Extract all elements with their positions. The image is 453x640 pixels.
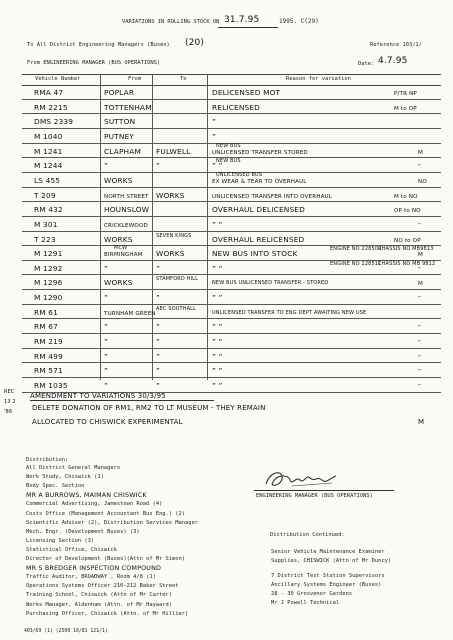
distribution-item: Purchasing Officer, Chiswick (Attn. of Mr Hillier) xyxy=(26,610,189,617)
margin-note-1: REC xyxy=(4,389,15,395)
row-reason: ” ” xyxy=(212,322,223,332)
row-to: ” xyxy=(156,161,160,171)
row-reason-note: NEW BUS xyxy=(216,157,241,164)
row-status-code: ” xyxy=(418,296,422,303)
col-to: To xyxy=(180,76,187,82)
row-to: FULWELL xyxy=(156,146,191,156)
row-vehicle-number: RM 1035 xyxy=(34,381,68,390)
distribution-item: Director of Development (Buses)(Attn of Mr Simon) xyxy=(26,556,186,562)
row-vehicle-number: RM 67 xyxy=(34,322,59,332)
distribution-item: MR A BURROWS, MAIMAN CHISWICK xyxy=(26,491,147,500)
row-reason: ” xyxy=(212,131,216,141)
row-reason: UNLICENSED TRANSFER TO ENG DEPT AWAITING NEW USE xyxy=(212,309,367,316)
row-reason-note: UNLICENSED BUS xyxy=(216,172,263,179)
row-divider xyxy=(22,289,441,290)
row-vehicle-number: M 301 xyxy=(34,219,58,229)
row-reason: ” ” xyxy=(212,219,223,229)
row-reason: ” ” xyxy=(212,293,223,303)
row-reason: ” ” xyxy=(212,263,223,273)
row-from-note: MCW xyxy=(114,245,128,252)
to-line: To All District Engineering Managers (Buses) xyxy=(27,42,170,48)
row-from: HOUNSLOW xyxy=(104,205,150,215)
distribution-continued-item: 28 - 30 Grosvenor Gardens xyxy=(271,591,353,597)
margin-note-3: '86 xyxy=(4,409,13,415)
row-reason: ” ” xyxy=(212,351,223,361)
footer-code: 403/69 (1) (2500 10/81 121/1) xyxy=(24,629,108,634)
date-value: 4.7.95 xyxy=(378,56,408,66)
row-status-code: M xyxy=(418,149,423,156)
row-status-code: M xyxy=(418,281,423,288)
row-vehicle-number: RM 2215 xyxy=(34,102,68,112)
row-status-code: M to OP xyxy=(394,105,417,112)
distribution-item: Training School, Chiswick (Attn of Mr Carter) xyxy=(26,592,173,599)
distribution-continued-item: 7 District Test Station Supervisors xyxy=(271,573,385,579)
row-status-code: ” xyxy=(418,266,422,273)
row-status-code: ” xyxy=(418,354,422,361)
row-to: STAMFORD HILL xyxy=(156,276,199,283)
col-divider-1 xyxy=(100,74,101,380)
row-vehicle-number: M 1241 xyxy=(34,146,63,156)
row-to: ” xyxy=(156,293,160,303)
row-divider xyxy=(22,99,441,100)
title-date-underline xyxy=(218,27,278,28)
row-to: ” xyxy=(156,366,160,376)
row-status-code: ” xyxy=(418,325,422,332)
row-to: SEVEN KINGS xyxy=(156,232,192,239)
distribution-item: Statistical Office, Chiswick xyxy=(26,546,117,553)
col-from: From xyxy=(128,76,141,82)
row-chassis-number: CHASSIS NO MB9813 xyxy=(378,246,434,253)
title-prefix: VARIATIONS IN ROLLING STOCK ON xyxy=(122,19,220,25)
reference: Reference 103/1/ xyxy=(370,42,422,48)
distribution-item: Licensing Section (3) xyxy=(26,537,95,544)
row-from: NORTH STREET xyxy=(104,193,149,200)
title-date: 31.7.95 xyxy=(224,15,260,25)
row-reason: ” xyxy=(212,117,216,127)
to-number: (20) xyxy=(185,38,205,48)
row-status-code: M to NO xyxy=(394,193,418,200)
row-to: ” xyxy=(156,322,160,332)
row-vehicle-number: T 223 xyxy=(34,234,56,244)
row-vehicle-number: T 209 xyxy=(34,190,56,200)
row-chassis-number: CHASSIS NO MB 9812 xyxy=(378,260,436,267)
row-vehicle-number: RM 571 xyxy=(34,366,63,376)
distribution-continued-heading: Distribution Continued: xyxy=(270,532,345,538)
row-from: WORKS xyxy=(104,234,133,244)
row-vehicle-number: RM 499 xyxy=(34,351,63,361)
row-from: PUTNEY xyxy=(104,131,134,141)
signature-line xyxy=(254,490,394,491)
row-from: TURNHAM GREEN xyxy=(104,310,156,317)
distribution-continued-item: Ancillary Systems Engineer (Buses) xyxy=(271,582,382,588)
row-divider xyxy=(22,362,441,363)
row-status-code: ” xyxy=(418,222,422,229)
col-vehicle-number: Vehicle Number xyxy=(35,76,81,82)
row-to: WORKS xyxy=(156,190,185,200)
row-engine-number: ENGINE NO 228511 xyxy=(330,260,382,267)
distribution-item: Costs Office (Management Accountant Bus Eng.) (2) xyxy=(26,510,186,517)
row-from: ” xyxy=(104,351,108,361)
row-vehicle-number: LS 455 xyxy=(34,175,61,185)
row-to: AEC SOUTHALL xyxy=(156,305,197,312)
distribution-item: Body Spec. Section xyxy=(26,483,85,490)
row-divider xyxy=(22,113,441,114)
col-divider-3 xyxy=(207,74,208,380)
distribution-item: MR S BREDGER INSPECTION COMPOUND xyxy=(26,564,162,573)
row-divider xyxy=(22,274,441,275)
row-reason: ” ” xyxy=(212,366,223,376)
row-divider xyxy=(22,231,441,232)
row-status-code: ” xyxy=(418,164,422,171)
table-header-box xyxy=(22,74,441,86)
distribution-item: Mech. Engr. (Development Buses) (3) xyxy=(26,528,140,535)
row-status-code: NO to OP xyxy=(394,237,421,244)
row-reason: OVERHAUL RELICENSED xyxy=(212,234,305,244)
col-reason: Reason for variation xyxy=(286,76,351,82)
row-reason: ” ” xyxy=(212,381,223,390)
row-reason: DELICENSED MOT xyxy=(212,88,281,97)
row-vehicle-number: RMA 47 xyxy=(34,88,64,97)
row-from: ” xyxy=(104,366,108,376)
row-vehicle-number: M 1291 xyxy=(34,249,63,259)
row-vehicle-number: RM 432 xyxy=(34,205,63,215)
row-from: SUTTON xyxy=(104,117,136,127)
row-vehicle-number: RM 61 xyxy=(34,307,59,317)
row-divider xyxy=(22,377,441,378)
distribution-item: Operations Systems Officer 210-212 Baker Street xyxy=(26,583,179,590)
row-divider xyxy=(22,304,441,305)
row-reason: UNLICENSED TRANSFER INTO OVERHAUL xyxy=(212,193,333,200)
row-vehicle-number: M 1040 xyxy=(34,131,63,141)
amendment-line-2: DELETE DONATION OF RM1, RM2 TO LT MUSEUM - THEY REMAIN xyxy=(32,404,266,412)
row-vehicle-number: DMS 2339 xyxy=(34,117,74,127)
row-to: ” xyxy=(156,263,160,273)
row-reason: EX WEAR & TEAR TO OVERHAUL xyxy=(212,178,307,185)
row-reason-note: NEW BUS xyxy=(216,143,241,150)
distribution-heading: Distribution: xyxy=(26,457,69,463)
row-from: POPLAR xyxy=(104,88,135,97)
row-from: ” xyxy=(104,337,108,347)
row-engine-number: ENGINE NO 228509 xyxy=(330,246,382,253)
col-divider-2 xyxy=(152,74,153,380)
row-reason: NEW BUS UNLICENSED TRANSFER - STORED xyxy=(212,280,329,287)
distribution-continued-item: Mr J Powell Technical xyxy=(271,600,340,606)
row-to: ” xyxy=(156,351,160,361)
row-to: WORKS xyxy=(156,249,185,259)
date-label: Date: xyxy=(358,61,375,67)
row-status-code: ” xyxy=(418,384,422,390)
row-to: ” xyxy=(156,381,160,390)
row-from: ” xyxy=(104,161,108,171)
row-divider xyxy=(22,348,441,349)
row-status-code: NO xyxy=(418,178,427,185)
row-reason: OVERHAUL DELICENSED xyxy=(212,205,305,215)
row-reason: RELICENSED xyxy=(212,102,261,112)
amendment-line-3: ALLOCATED TO CHISWICK EXPERIMENTAL xyxy=(32,418,183,426)
row-status-code: M xyxy=(418,252,423,259)
row-divider xyxy=(22,333,441,334)
row-vehicle-number: RM 219 xyxy=(34,337,63,347)
row-vehicle-number: M 1292 xyxy=(34,263,63,273)
signature-title: ENGINEERING MANAGER (BUS OPERATIONS) xyxy=(256,493,373,499)
row-from: BIRMINGHAM xyxy=(104,252,143,259)
row-reason: UNLICENSED TRANSFER STORED xyxy=(212,149,308,156)
row-divider xyxy=(22,128,441,129)
row-from: CLAPHAM xyxy=(104,146,142,156)
row-status-code: ” xyxy=(418,369,422,376)
row-divider xyxy=(22,187,441,188)
row-status-code: P/TR NP xyxy=(394,91,417,97)
row-from: CRICKLEWOOD xyxy=(104,222,148,229)
row-reason: NEW BUS INTO STOCK xyxy=(212,249,298,259)
amendment-line-1: AMENDMENT TO VARIATIONS 30/3/95 xyxy=(30,392,166,400)
row-divider xyxy=(22,201,441,202)
row-status-code: OP to NO xyxy=(394,208,421,215)
amendment-underline xyxy=(30,400,214,401)
title-year: 1995. C(29) xyxy=(279,18,319,25)
row-from: ” xyxy=(104,322,108,332)
row-vehicle-number: M 1296 xyxy=(34,278,63,288)
row-to: ” xyxy=(156,337,160,347)
distribution-item: All District General Managers xyxy=(26,465,121,471)
distribution-item: Commercial Advertising, Jamestown Road (4) xyxy=(26,501,163,508)
row-from: ” xyxy=(104,381,108,390)
row-reason: ” ” xyxy=(212,161,223,171)
distribution-item: Traffic Auditor, BROADWAY , Room 4/8 (1) xyxy=(26,574,156,581)
from-line: From ENGINEERING MANAGER (BUS OPERATIONS) xyxy=(27,60,161,66)
row-vehicle-number: M 1244 xyxy=(34,161,63,171)
row-status-code: ” xyxy=(418,340,422,347)
row-divider xyxy=(22,216,441,217)
row-divider xyxy=(22,318,441,319)
margin-note-2: 13 2 xyxy=(4,399,16,405)
row-from: ” xyxy=(104,293,108,303)
distribution-continued-item: Senior Vehicle Maintenance Examiner xyxy=(271,549,385,555)
distribution-item: Works Manager, Aldenham (Attn. of Mr Hayward) xyxy=(26,601,173,608)
row-from: WORKS xyxy=(104,278,133,288)
distribution-continued-item: Supplies, CHISWICK (Attn of Mr Duncy) xyxy=(271,558,392,564)
row-from: WORKS xyxy=(104,175,133,185)
row-reason: ” ” xyxy=(212,337,223,347)
amendment-line-3-right: M xyxy=(418,418,425,426)
row-vehicle-number: M 1290 xyxy=(34,293,63,303)
row-from: ” xyxy=(104,263,108,273)
distribution-item: Scientific Adviser (2), Distribution Services Manager xyxy=(26,519,199,526)
distribution-item: Work Study, Chiswick (1) xyxy=(26,474,104,481)
row-from: TOTTENHAM xyxy=(104,102,152,112)
